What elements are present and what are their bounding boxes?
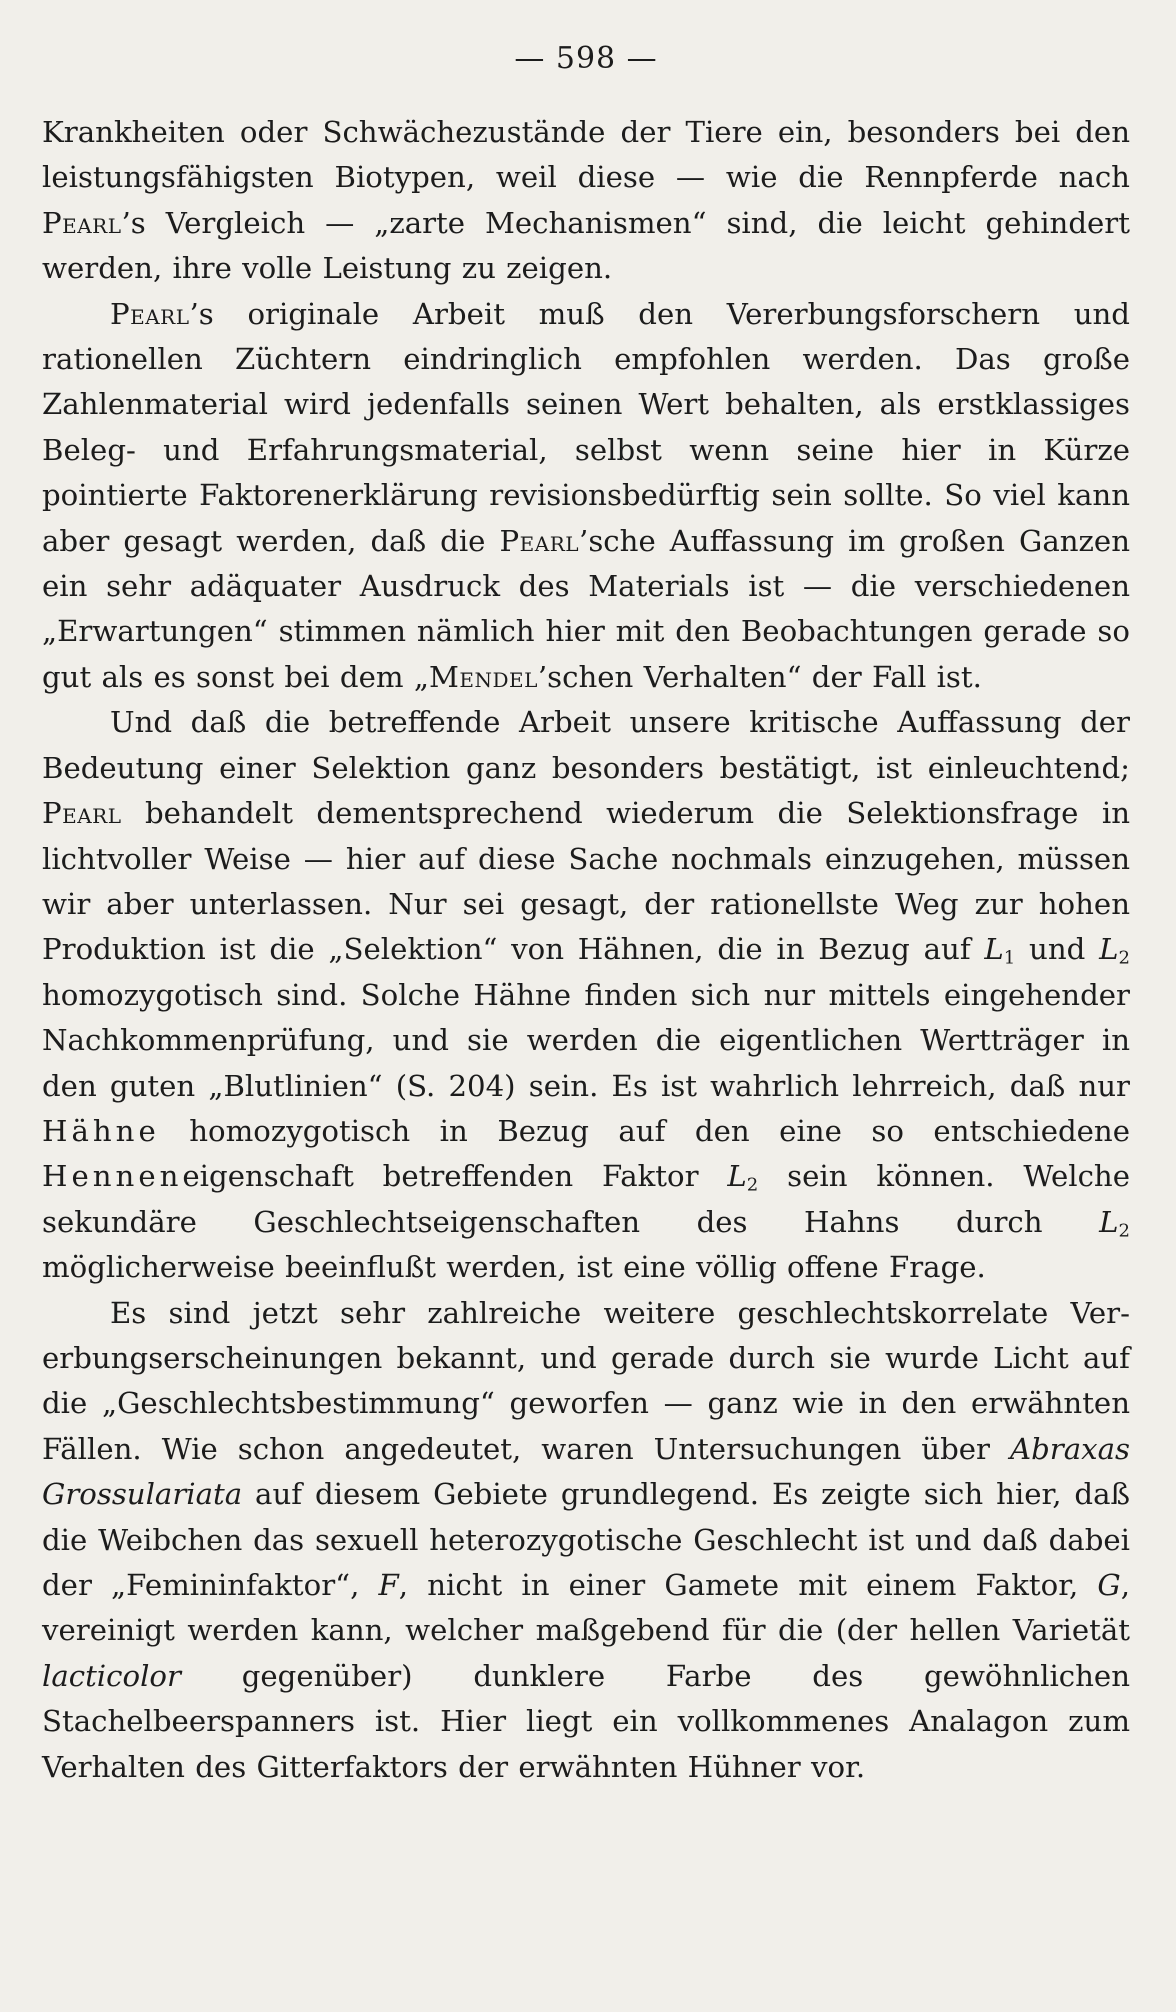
italic-term: lacticolor: [42, 1658, 181, 1693]
text-run: und: [1015, 932, 1100, 967]
spaced-emphasis: Hähne: [42, 1113, 160, 1148]
paragraph-1: [42, 110, 1130, 292]
text-run: ’sche Auffassung im großen Ganzen ein sehr adäquater Ausdruck des Materials ist — die verschiedenen „Erwartungen“ stimmen nämlich hier mit den Beobachtungen gerade so gut als es sonst bei dem „: [42, 523, 1130, 694]
paragraph-3: [42, 700, 1130, 1290]
text-run: sein können. Welche sekundäre Geschlechtseigenschaften des Hahns durch: [42, 1159, 1130, 1239]
italic-term: L: [984, 932, 1004, 967]
text-run: Und daß die betreffende Arbeit unsere kritische Auffassung der Bedeutung einer Selektion ganz besonders bestätigt, ist einleuchtend;: [42, 705, 1130, 785]
author-name: Pearl: [110, 296, 190, 331]
paragraph-2: [42, 292, 1130, 701]
text-run: behandelt dementsprechend wiederum die Selektionsfrage in lichtvoller Weise — hier auf diese Sache nochmals einzugehen, müssen wir aber unterlassen. Nur sei gesagt, der rationellste Weg zur hohen Produktion ist die „Selektion“ von Hähnen, die in Bezug auf: [42, 796, 1130, 967]
text-run: ’s originale Arbeit muß den Vererbungsforschern und rationellen Züchtern eindringlich empfohlen werden. Das große Zahlenmaterial wird jedenfalls seinen Wert behalten, als erstklassiges Beleg- und Erfahrungsmaterial, selbst wenn seine hier in Kürze pointierte Faktorenerklärung revisionsbedürftig sein sollte. So viel kann aber gesagt werden, daß die: [42, 296, 1130, 558]
italic-term: L: [1099, 1204, 1119, 1239]
author-name: Mendel: [428, 659, 538, 694]
text-run: gegenüber) dunklere Farbe des gewöhnlichen Stachelbeerspanners ist. Hier liegt ein vollkommenes Analagon zum Verhalten des Gitterfaktors der erwähnten Hühner vor.: [42, 1658, 1130, 1784]
subscript: 2: [1118, 947, 1130, 969]
paragraph-4: [42, 1291, 1130, 1790]
text-run: ’schen Verhalten“ der Fall ist.: [537, 659, 982, 694]
spaced-emphasis: Hennen: [42, 1159, 183, 1194]
page-number: — 598 —: [514, 41, 658, 76]
text-run: homozygotisch sind. Solche Hähne finden sich nur mittels eingehender Nachkommenprüfung, und sie werden die eigentlichen Wertträger in den guten „Blutlinien“ (S. 204) sein. Es ist wahrlich lehrreich, daß nur: [42, 977, 1130, 1103]
text-run: ’s Vergleich — „zarte Mechanismen“ sind, die leicht gehindert werden, ihre volle Leistung zu zeigen.: [42, 205, 1130, 286]
italic-term: L: [727, 1159, 747, 1194]
italic-term: L: [1099, 932, 1119, 967]
author-name: Pearl: [42, 796, 122, 831]
subscript: 2: [1118, 1220, 1130, 1242]
italic-term: Abraxas Grossulariata: [42, 1431, 1130, 1512]
text-run: auf diesem Gebiete grundlegend. Es zeigte sich hier, daß die Weibchen das sexuell heterozygotische Geschlecht ist und daß dabei der „Femininfaktor“,: [42, 1477, 1130, 1602]
subscript: 1: [1003, 947, 1016, 969]
text-run: eigenschaft betreffenden Faktor: [182, 1159, 728, 1194]
italic-term: F: [378, 1568, 399, 1602]
text-run: , nicht in einer Gamete mit einem Faktor,: [398, 1568, 1098, 1602]
text-run: Krankheiten oder Schwächezustände der Tiere ein, besonders bei den leistungsfähigsten Biotypen, weil diese — wie die Rennpferde nach: [42, 115, 1130, 195]
text-run: Es sind jetzt sehr zahlreiche weitere geschlechtskorrelate Vererbungserscheinungen bekannt, und gerade durch sie wurde Licht auf die „Geschlechtsbestimmung“ geworfen — ganz wie in den erwähnten Fällen. Wie schon angedeutet, waren Untersuchungen über: [42, 1295, 1130, 1466]
text-run: möglicherweise beeinflußt werden, ist eine völlig offene Frage.: [42, 1250, 986, 1285]
text-run: , vereinigt werden kann, welcher maßgebend für die (der hellen Varietät: [42, 1568, 1130, 1648]
text-run: homozygotisch in Bezug auf den eine so entschiedene: [159, 1113, 1130, 1148]
author-name: Pearl: [42, 205, 122, 240]
subscript: 2: [746, 1174, 759, 1196]
italic-term: G: [1097, 1568, 1121, 1602]
author-name: Pearl: [499, 523, 580, 558]
